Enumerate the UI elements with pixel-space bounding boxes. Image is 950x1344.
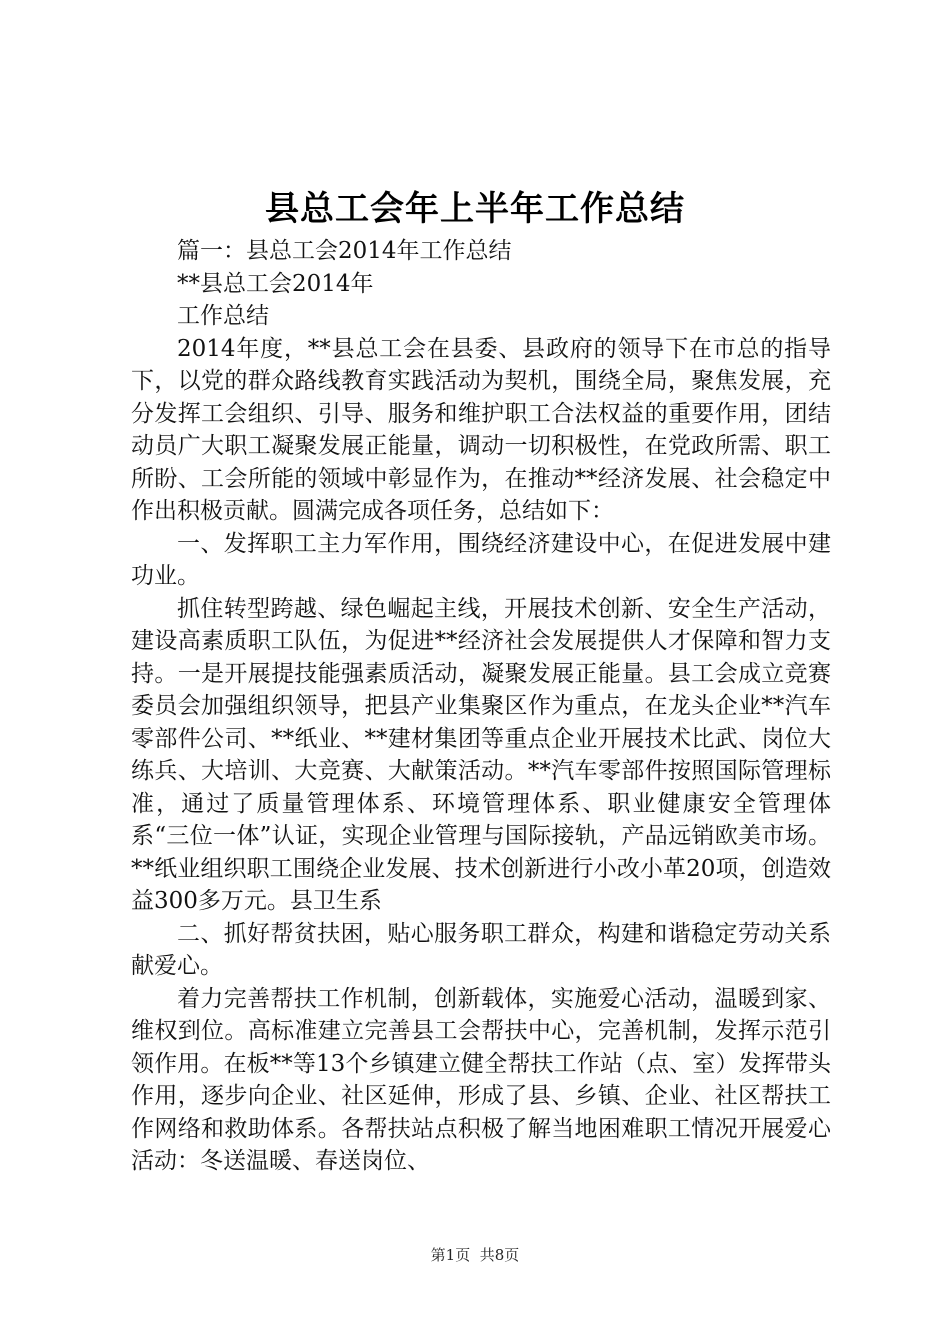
paragraph: 篇一：县总工会2014年工作总结: [177, 238, 512, 264]
document-body: [131, 235, 831, 1178]
page-number: 第1页: [430, 1246, 471, 1264]
page-total: 共8页: [479, 1246, 520, 1264]
page-footer: [0, 1245, 950, 1265]
paragraph: 工作总结: [177, 303, 269, 329]
document-title: 县总工会年上半年工作总结: [265, 189, 685, 229]
paragraph: 二、抓好帮贫扶困，贴心服务职工群众，构建和谐稳定劳动关系献爱心。: [131, 920, 831, 979]
paragraph: 着力完善帮扶工作机制，创新载体，实施爱心活动，温暖到家、维权到位。高标准建立完善县工会帮扶中心，完善机制，发挥示范引领作用。在板**等13个乡镇建立健全帮扶工作站（点、室）发挥带头作用，逐步向企业、社区延伸，形成了县、乡镇、企业、社区帮扶工作网络和救助体系。各帮扶站点积极了解当地困难职工情况开展爱心活动：冬送温暖、春送岗位、: [131, 985, 831, 1174]
paragraph: **县总工会2014年: [177, 270, 374, 297]
paragraph: 抓住转型跨越、绿色崛起主线，开展技术创新、安全生产活动，建设高素质职工队伍，为促进**经济社会发展提供人才保障和智力支持。一是开展提技能强素质活动，凝聚发展正能量。县工会成立竞赛委员会加强组织领导，把县产业集聚区作为重点，在龙头企业**汽车零部件公司、**纸业、**建材集团等重点企业开展技术比武、岗位大练兵、大培训、大竞赛、大献策活动。**汽车零部件按照国际管理标准，通过了质量管理体系、环境管理体系、职业健康安全管理体系“三位一体”认证，实现企业管理与国际接轨，产品远销欧美市场。**纸业组织职工围绕企业发展、技术创新进行小改小革20项，创造效益300多万元。县卫生系: [131, 595, 831, 914]
paragraph: 2014年度，**县总工会在县委、县政府的领导下在市总的指导下，以党的群众路线教育实践活动为契机，围绕全局，聚焦发展，充分发挥工会组织、引导、服务和维护职工合法权益的重要作用，团结动员广大职工凝聚发展正能量，调动一切积极性，在党政所需、职工所盼、工会所能的领域中彰显作为，在推动**经济发展、社会稳定中作出积极贡献。圆满完成各项任务，总结如下：: [131, 335, 831, 524]
paragraph: 一、发挥职工主力军作用，围绕经济建设中心，在促进发展中建功业。: [131, 530, 831, 589]
